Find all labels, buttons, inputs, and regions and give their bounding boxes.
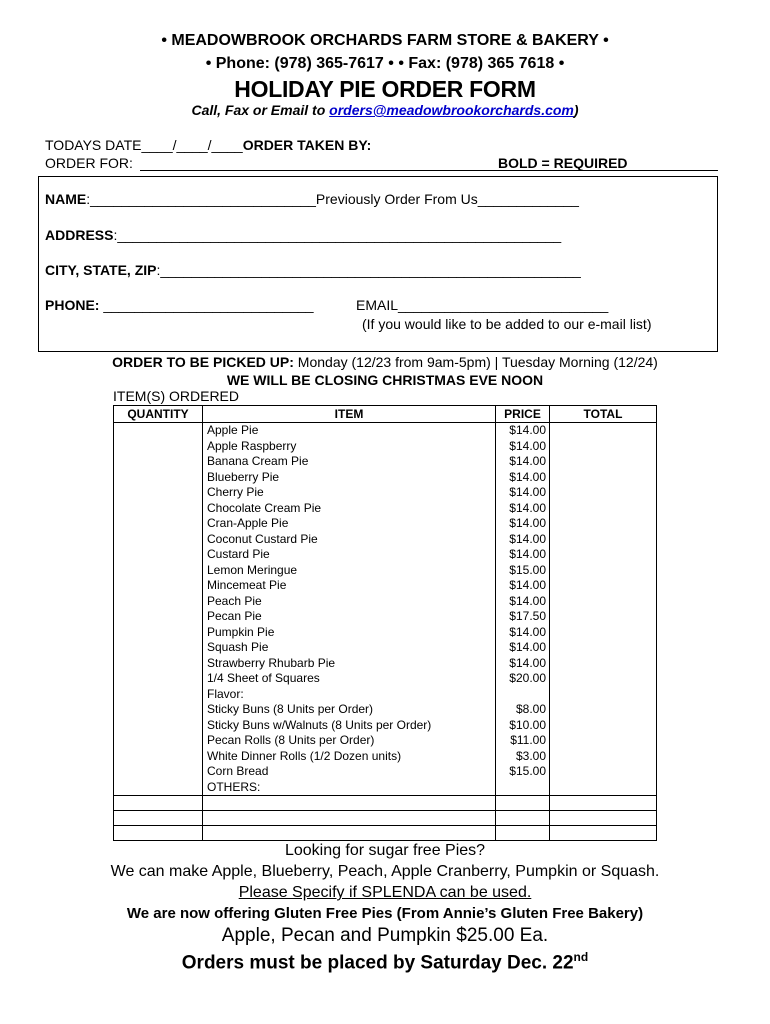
item-price: $11.00 xyxy=(510,733,546,747)
item-price xyxy=(496,687,549,703)
item-name: Sticky Buns w/Walnuts (8 Units per Order) xyxy=(207,717,432,732)
item-name: Banana Cream Pie xyxy=(207,454,309,468)
header-quantity: QUANTITY xyxy=(114,406,203,423)
quantity-cell[interactable] xyxy=(114,826,203,841)
city-state-zip-field[interactable] xyxy=(45,262,581,278)
item-name: Cran-Apple Pie xyxy=(207,516,289,530)
order-for-line xyxy=(140,170,718,171)
name-line: :_____________________________ xyxy=(86,191,316,207)
item-name: Apple Raspberry xyxy=(207,438,297,453)
item-name: Pumpkin Pie xyxy=(207,624,275,639)
item-price: $15.00 xyxy=(509,562,546,577)
sugar-free-list: We can make Apple, Blueberry, Peach, Apple Cranberry, Pumpkin or Squash. xyxy=(110,863,660,880)
address-field[interactable] xyxy=(45,227,561,243)
phone-field[interactable] xyxy=(45,297,314,313)
deadline-suffix: nd xyxy=(573,950,589,964)
item-name: Flavor: xyxy=(207,686,244,701)
city-line: :______________________________________________________ xyxy=(156,262,581,278)
quantity-cell[interactable] xyxy=(114,811,203,826)
pickup-details: Monday (12/23 from 9am-5pm) | Tuesday Morning (12/24) xyxy=(293,354,658,370)
name-label: NAME xyxy=(45,191,87,207)
item-name: Chocolate Cream Pie xyxy=(207,500,322,515)
contact-instructions xyxy=(0,102,770,118)
name-field[interactable] xyxy=(45,191,579,207)
item-price: $14.00 xyxy=(509,655,546,670)
quantity-cell[interactable] xyxy=(114,423,203,796)
pickup-info xyxy=(0,354,770,370)
total-cell[interactable] xyxy=(550,811,657,826)
total-cell[interactable] xyxy=(550,423,657,796)
item-price: $14.00 xyxy=(509,454,546,468)
items-ordered-heading: ITEM(S) ORDERED xyxy=(113,388,239,404)
item-name: Strawberry Rhubarb Pie xyxy=(207,655,336,670)
item-price: $14.00 xyxy=(509,547,546,561)
item-name: Sticky Buns (8 Units per Order) xyxy=(207,702,374,716)
header-total: TOTAL xyxy=(550,406,657,423)
item-name: Coconut Custard Pie xyxy=(207,531,318,546)
price-cell[interactable] xyxy=(496,811,550,826)
bold-required-note: BOLD = REQUIRED xyxy=(498,155,628,171)
item-price: $15.00 xyxy=(509,764,546,778)
item-price: $14.00 xyxy=(509,516,546,530)
address-line: :_________________________________________________________ xyxy=(113,227,562,243)
item-name: Squash Pie xyxy=(207,640,269,654)
store-name: • MEADOWBROOK ORCHARDS FARM STORE & BAKERY • xyxy=(161,32,609,49)
item-name: Blueberry Pie xyxy=(207,469,280,484)
table-row xyxy=(114,796,657,811)
todays-date-field[interactable] xyxy=(45,137,371,153)
table-header-row xyxy=(114,406,657,423)
gluten-free-note: We are now offering Gluten Free Pies (From Annie’s Gluten Free Bakery) xyxy=(126,905,644,922)
item-price: $10.00 xyxy=(509,717,546,732)
item-price xyxy=(496,780,549,796)
previously-ordered-field: Previously Order From Us_____________ xyxy=(315,191,579,207)
form-title: HOLIDAY PIE ORDER FORM xyxy=(234,76,536,102)
order-deadline xyxy=(0,950,770,974)
item-price: $14.00 xyxy=(509,469,546,484)
item-price: $17.50 xyxy=(509,609,546,623)
item-name: 1/4 Sheet of Squares xyxy=(207,671,320,685)
table-row xyxy=(114,826,657,841)
email-note: (If you would like to be added to our e-mail list) xyxy=(362,316,652,332)
email-field[interactable]: EMAIL___________________________ xyxy=(356,297,609,313)
price-cell[interactable] xyxy=(496,826,550,841)
total-cell[interactable] xyxy=(550,826,657,841)
contact-line: • Phone: (978) 365-7617 • • Fax: (978) 365 7618 • xyxy=(205,55,565,72)
item-price: $14.00 xyxy=(509,624,546,639)
address-label: ADDRESS xyxy=(45,227,114,243)
order-for-label: ORDER FOR: xyxy=(45,155,133,171)
call-prefix: Call, Fax or Email to xyxy=(191,102,330,118)
table-row xyxy=(114,423,657,796)
price-list xyxy=(496,423,550,796)
item-price: $20.00 xyxy=(509,671,546,685)
item-name: Pecan Pie xyxy=(207,609,262,623)
item-price: $3.00 xyxy=(515,748,546,763)
items-table xyxy=(113,405,657,841)
phone-label: PHONE: xyxy=(45,297,100,313)
quantity-cell[interactable] xyxy=(114,796,203,811)
todays-date-label: TODAYS DATE____/____/____ xyxy=(45,137,243,153)
item-price: $14.00 xyxy=(509,485,546,499)
item-price: $14.00 xyxy=(509,593,546,608)
total-cell[interactable] xyxy=(550,796,657,811)
item-name: Pecan Rolls (8 Units per Order) xyxy=(207,733,375,747)
item-price: $14.00 xyxy=(509,423,546,437)
item-list xyxy=(203,423,496,796)
item-name: Custard Pie xyxy=(207,547,270,561)
header-price: PRICE xyxy=(496,406,550,423)
deadline-text: Orders must be placed by Saturday Dec. 22 xyxy=(181,952,574,974)
order-taken-by-label: ORDER TAKEN BY: xyxy=(242,137,372,153)
sugar-free-question: Looking for sugar free Pies? xyxy=(284,842,486,859)
call-suffix: ) xyxy=(573,102,579,118)
item-name: Corn Bread xyxy=(207,764,269,778)
header-item: ITEM xyxy=(203,406,496,423)
item-cell[interactable] xyxy=(203,796,496,811)
item-name: White Dinner Rolls (1/2 Dozen units) xyxy=(207,748,402,763)
item-price: $14.00 xyxy=(509,640,546,654)
item-name: OTHERS: xyxy=(207,779,261,794)
item-cell[interactable] xyxy=(203,811,496,826)
table-row xyxy=(114,811,657,826)
phone-line: ___________________________ xyxy=(99,297,314,313)
item-name: Mincemeat Pie xyxy=(207,578,287,592)
item-name: Apple Pie xyxy=(207,423,259,437)
pickup-label: ORDER TO BE PICKED UP: xyxy=(112,354,294,370)
splenda-note: Please Specify if SPLENDA can be used. xyxy=(238,884,532,901)
item-name: Peach Pie xyxy=(207,593,262,608)
item-price: $14.00 xyxy=(509,500,546,515)
city-label: CITY, STATE, ZIP xyxy=(45,262,157,278)
price-cell[interactable] xyxy=(496,796,550,811)
item-price: $14.00 xyxy=(509,438,546,453)
item-price: $14.00 xyxy=(509,578,546,592)
gluten-free-list: Apple, Pecan and Pumpkin $25.00 Ea. xyxy=(221,925,549,946)
item-cell[interactable] xyxy=(203,826,496,841)
item-price: $8.00 xyxy=(515,702,546,716)
item-name: Cherry Pie xyxy=(207,485,264,499)
order-email-link[interactable]: orders@meadowbrookorchards.com xyxy=(329,102,574,118)
item-name: Lemon Meringue xyxy=(207,562,298,577)
closing-notice: WE WILL BE CLOSING CHRISTMAS EVE NOON xyxy=(226,372,544,388)
item-price: $14.00 xyxy=(509,531,546,546)
